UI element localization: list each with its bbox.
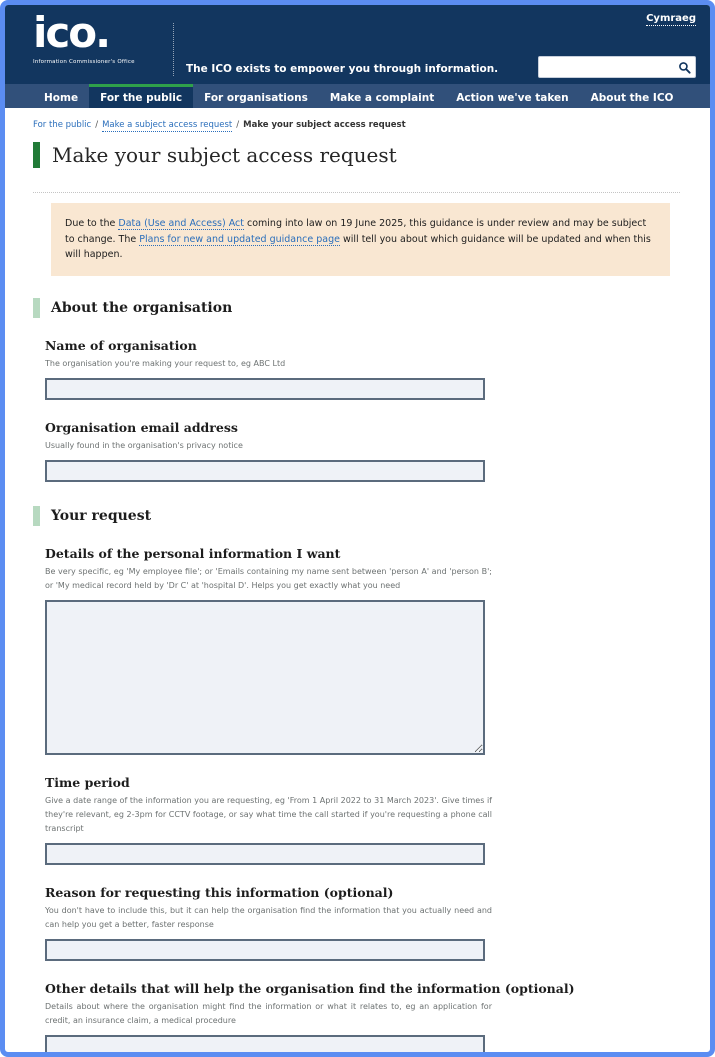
field-reason-for-requesting <box>45 885 680 961</box>
notice-link-updated-guidance-page[interactable]: Plans for new and updated guidance page <box>139 233 340 245</box>
breadcrumb-link-for-the-public[interactable]: For the public <box>33 120 92 130</box>
time-period-input[interactable] <box>45 843 485 865</box>
field-label: Time period <box>45 774 130 790</box>
nav-item-make-a-complaint[interactable]: Make a complaint <box>329 91 435 104</box>
search-input[interactable] <box>539 57 673 77</box>
nav-item-for-the-public[interactable]: For the public <box>89 84 193 108</box>
guidance-review-notice <box>51 203 670 276</box>
ico-logo-text: ico. <box>33 8 110 57</box>
breadcrumb-current: Make your subject access request <box>243 120 406 130</box>
notice-text: coming into law on 19 June 2025, this guidance is under review and may be subject to change. The <box>65 218 647 245</box>
field-label: Details of the personal information I want <box>45 545 341 561</box>
field-details-of-personal-information <box>45 546 680 755</box>
field-organisation-email <box>45 420 680 482</box>
field-label: Name of organisation <box>45 337 197 353</box>
language-link-cymraeg[interactable]: Cymraeg <box>646 13 696 24</box>
ico-logo-subtext: Information Commissioner's Office <box>33 59 135 65</box>
search-icon <box>678 61 691 74</box>
notice-text: Due to the <box>65 218 119 229</box>
field-other-details <box>45 981 680 1057</box>
field-hint: Details about where the organisation might find the information or what it relates to, eg an application for credit, an insurance claim, a medical procedure <box>45 1001 492 1025</box>
dotted-divider <box>33 192 680 193</box>
nav-item-for-organisations[interactable]: For organisations <box>204 91 308 104</box>
field-hint: Usually found in the organisation's privacy notice <box>45 440 243 450</box>
breadcrumb-link-make-a-sar[interactable]: Make a subject access request <box>102 120 233 130</box>
field-hint: You don't have to include this, but it can help the organisation find the information that you actually need and can help you get a better, faster response <box>45 905 492 929</box>
field-hint: Be very specific, eg 'My employee file'; or 'Emails containing my name sent between 'person A' and 'person B'; or 'My medical record held by 'Dr C' at 'hospital D'. Helps you get exactly what you need <box>45 566 492 590</box>
primary-nav <box>5 84 710 108</box>
breadcrumb-separator: / <box>236 120 240 130</box>
organisation-email-input[interactable] <box>45 460 485 482</box>
field-label: Reason for requesting this information (optional) <box>45 884 394 900</box>
field-hint: The organisation you're making your request to, eg ABC Ltd <box>45 358 286 368</box>
notice-link-data-use-access-act[interactable]: Data (Use and Access) Act <box>118 218 244 229</box>
field-hint: Give a date range of the information you are requesting, eg 'From 1 April 2022 to 31 March 2023'. Give times if they're relevant, eg 2-3pm for CCTV footage, or say what time the call started if you're requesting a phone call transcript <box>45 795 492 833</box>
search-button[interactable] <box>673 57 695 77</box>
header-tagline: The ICO exists to empower you through information. <box>186 63 499 75</box>
page-title: Make your subject access request <box>33 142 680 168</box>
site-search <box>538 56 696 78</box>
details-of-personal-information-textarea[interactable] <box>45 600 485 755</box>
field-label: Other details that will help the organisation find the information (optional) <box>45 980 575 996</box>
section-heading-your-request: Your request <box>33 506 680 526</box>
breadcrumb-separator: / <box>95 120 99 130</box>
nav-item-about-the-ico[interactable]: About the ICO <box>590 91 674 104</box>
field-label: Organisation email address <box>45 419 238 435</box>
name-of-organisation-input[interactable] <box>45 378 485 400</box>
other-details-textarea[interactable] <box>45 1035 485 1057</box>
header-divider <box>173 23 174 76</box>
notice-text: will tell you about which guidance will be updated and when this will happen. <box>65 233 651 260</box>
section-heading-about-the-organisation: About the organisation <box>33 298 680 318</box>
reason-for-requesting-input[interactable] <box>45 939 485 961</box>
nav-item-action-weve-taken[interactable]: Action we've taken <box>456 91 569 104</box>
ico-logo[interactable] <box>33 9 135 65</box>
field-time-period <box>45 775 680 865</box>
breadcrumb <box>33 120 680 130</box>
page-content <box>5 108 710 1057</box>
site-header <box>5 5 710 84</box>
nav-item-home[interactable]: Home <box>44 91 79 104</box>
field-name-of-organisation <box>45 338 680 400</box>
